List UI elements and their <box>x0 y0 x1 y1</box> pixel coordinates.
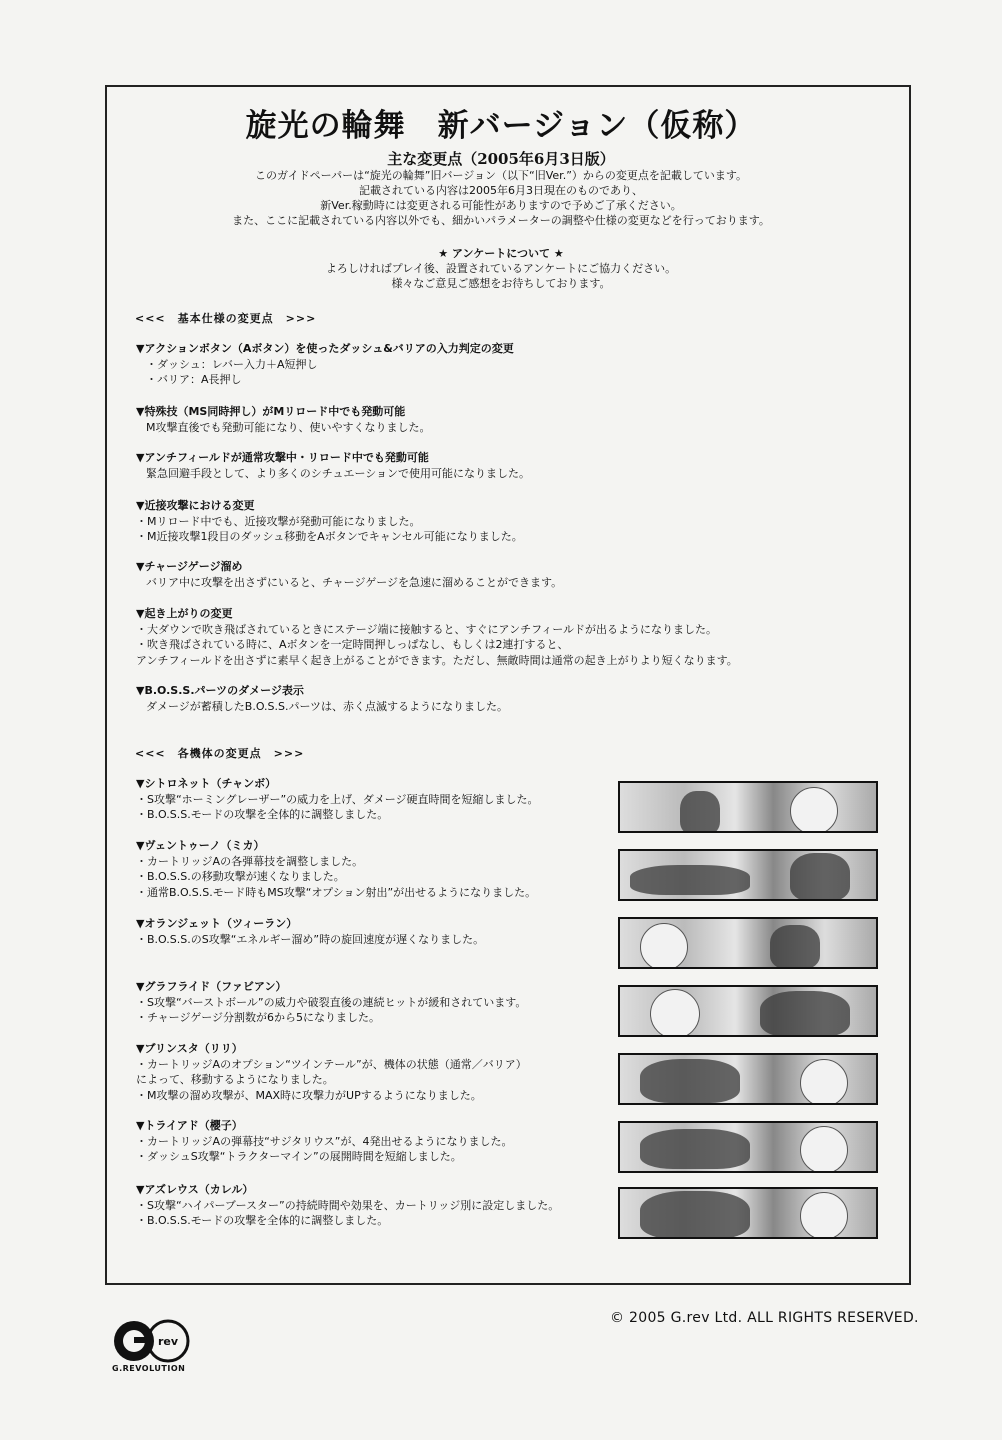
change-item-heading: ▼特殊技（MS同時押し）がMリロード中でも発動可能 <box>136 405 406 418</box>
change-item <box>136 404 431 435</box>
character-image-citronette <box>618 781 878 833</box>
unit-item-line: ・カートリッジAの弾幕技“サジタリウス”が、4発出せるようになりました。 <box>136 1134 513 1148</box>
page-subtitle: 主な変更点（2005年6月3日版） <box>387 150 615 168</box>
unit-item-line: ・S攻撃“ホーミングレーザー”の威力を上げ、ダメージ硬直時間を短縮しました。 <box>136 792 539 806</box>
unit-item-line: ・B.O.S.S.モードの攻撃を全体的に調整しました。 <box>136 808 389 821</box>
survey-note <box>0 246 1002 291</box>
unit-item <box>136 1118 513 1165</box>
change-item <box>136 683 508 714</box>
intro-text <box>0 168 1002 228</box>
change-item-heading: ▼アクションボタン（Aボタン）を使ったダッシュ&バリアの入力判定の変更 <box>136 342 514 355</box>
character-image-ventuno <box>618 849 878 901</box>
unit-item-line: ・ダッシュS攻撃“トラクターマイン”の展開時間を短縮しました。 <box>136 1150 462 1163</box>
unit-item <box>136 979 526 1026</box>
intro-line: 記載されている内容は2005年6月3日現在のものであり、 <box>359 184 643 197</box>
unit-item-line: ・M攻撃の溜め攻撃が、MAX時に攻撃力がUPするようになりました。 <box>136 1088 482 1102</box>
unit-item <box>136 1182 559 1229</box>
unit-item-line: ・カートリッジAのオプション“ツインテール”が、機体の状態（通常／バリア） <box>136 1057 527 1071</box>
change-item-line: ・大ダウンで吹き飛ばされているときにステージ端に接触すると、すぐにアンチフィールドが出るようになりました。 <box>136 622 718 636</box>
intro-line: また、ここに記載されている内容以外でも、細かいパラメーターの調整や仕様の変更などを行っております。 <box>232 214 770 227</box>
change-item-line: ・Mリロード中でも、近接攻撃が発動可能になりました。 <box>136 514 421 528</box>
change-item-line: ・バリア：A長押し <box>146 373 242 386</box>
change-item-line: M攻撃直後でも発動可能になり、使いやすくなりました。 <box>146 420 431 434</box>
unit-item-heading: ▼シトロネット（チャンボ） <box>136 777 277 790</box>
change-item-line: ダメージが蓄積したB.O.S.S.パーツは、赤く点滅するようになりました。 <box>146 699 509 713</box>
character-image-triad <box>618 1121 878 1173</box>
character-image-azureus <box>618 1187 878 1239</box>
change-item <box>136 498 523 545</box>
unit-item <box>136 838 536 900</box>
unit-item-line: ・通常B.O.S.S.モード時もMS攻撃“オプション射出”が出せるようになりました。 <box>136 885 537 899</box>
change-item-line: アンチフィールドを出さずに素早く起き上がることができます。ただし、無敵時間は通常の起き上がりより短くなります。 <box>136 653 738 667</box>
unit-item <box>136 776 539 823</box>
unit-item-line: ・B.O.S.S.の移動攻撃が速くなりました。 <box>136 870 345 883</box>
unit-item-heading: ▼アズレウス（カレル） <box>136 1183 254 1196</box>
change-item-heading: ▼B.O.S.S.パーツのダメージ表示 <box>136 684 304 697</box>
section-heading-basic: <<< 基本仕様の変更点 >>> <box>135 312 317 325</box>
change-item-heading: ▼アンチフィールドが通常攻撃中・リロード中でも発動可能 <box>136 451 429 464</box>
change-item-heading: ▼チャージゲージ溜め <box>136 560 243 573</box>
survey-line: よろしければプレイ後、設置されているアンケートにご協力ください。 <box>325 262 677 275</box>
unit-item <box>136 916 484 947</box>
change-item-line: ・吹き飛ばされている時に、Aボタンを一定時間押しっぱなし、もしくは2連打すると、 <box>136 638 569 651</box>
unit-item <box>136 1041 527 1103</box>
change-item-line: ・ダッシュ：レバー入力＋A短押し <box>146 357 318 371</box>
intro-line: 新Ver.稼動時には変更される可能性がありますので予めご了承ください。 <box>320 199 682 212</box>
change-item <box>136 341 514 388</box>
character-image-orangette <box>618 917 878 969</box>
logo-label: G.REVOLUTION <box>112 1364 186 1373</box>
change-item-line: ・M近接攻撃1段目のダッシュ移動をAボタンでキャンセル可能になりました。 <box>136 530 523 543</box>
unit-item-heading: ▼ブリンスタ（リリ） <box>136 1042 243 1055</box>
unit-item-line: ・B.O.S.S.のS攻撃“エネルギー溜め”時の旋回速度が遅くなりました。 <box>136 932 485 946</box>
unit-item-line: によって、移動するようになりました。 <box>136 1073 334 1086</box>
change-item-heading: ▼近接攻撃における変更 <box>136 499 255 512</box>
change-item <box>136 559 562 590</box>
change-item-line: バリア中に攻撃を出さずにいると、チャージゲージを急速に溜めることができます。 <box>146 575 563 589</box>
change-item <box>136 450 530 481</box>
unit-item-heading: ▼ヴェントゥーノ（ミカ） <box>136 839 265 852</box>
change-item-line: 緊急回避手段として、より多くのシチュエーションで使用可能になりました。 <box>146 466 531 480</box>
survey-heading: ★ アンケートについて ★ <box>438 247 564 260</box>
copyright-notice: © 2005 G.rev Ltd. ALL RIGHTS RESERVED. <box>610 1310 919 1326</box>
unit-item-line: ・S攻撃“ハイパーブースター”の持続時間や効果を、カートリッジ別に設定しました。 <box>136 1198 560 1212</box>
unit-item-heading: ▼トライアド（櫻子） <box>136 1119 243 1132</box>
change-item <box>136 606 738 668</box>
change-item-heading: ▼起き上がりの変更 <box>136 607 233 620</box>
unit-item-heading: ▼グラフライド（ファビアン） <box>136 980 287 993</box>
unit-item-heading: ▼オランジェット（ツィーラン） <box>136 917 298 930</box>
unit-item-line: ・カートリッジAの各弾幕技を調整しました。 <box>136 854 364 868</box>
character-image-blinsta <box>618 1053 878 1105</box>
unit-item-line: ・B.O.S.S.モードの攻撃を全体的に調整しました。 <box>136 1214 389 1227</box>
unit-item-line: ・チャージゲージ分割数が6から5になりました。 <box>136 1011 381 1024</box>
logo-text: rev <box>158 1335 179 1348</box>
unit-item-line: ・S攻撃“バーストボール”の威力や破裂直後の連続ヒットが緩和されています。 <box>136 995 527 1009</box>
survey-line: 様々なご意見ご感想をお待ちしております。 <box>391 277 611 290</box>
page-title: 旋光の輪舞 新バージョン（仮称） <box>245 108 757 144</box>
character-image-graphride <box>618 985 878 1037</box>
intro-line: このガイドペーパーは“旋光の輪舞”旧バージョン（以下“旧Ver.”）からの変更点を記載しています。 <box>254 169 748 182</box>
section-heading-units: <<< 各機体の変更点 >>> <box>135 747 305 760</box>
